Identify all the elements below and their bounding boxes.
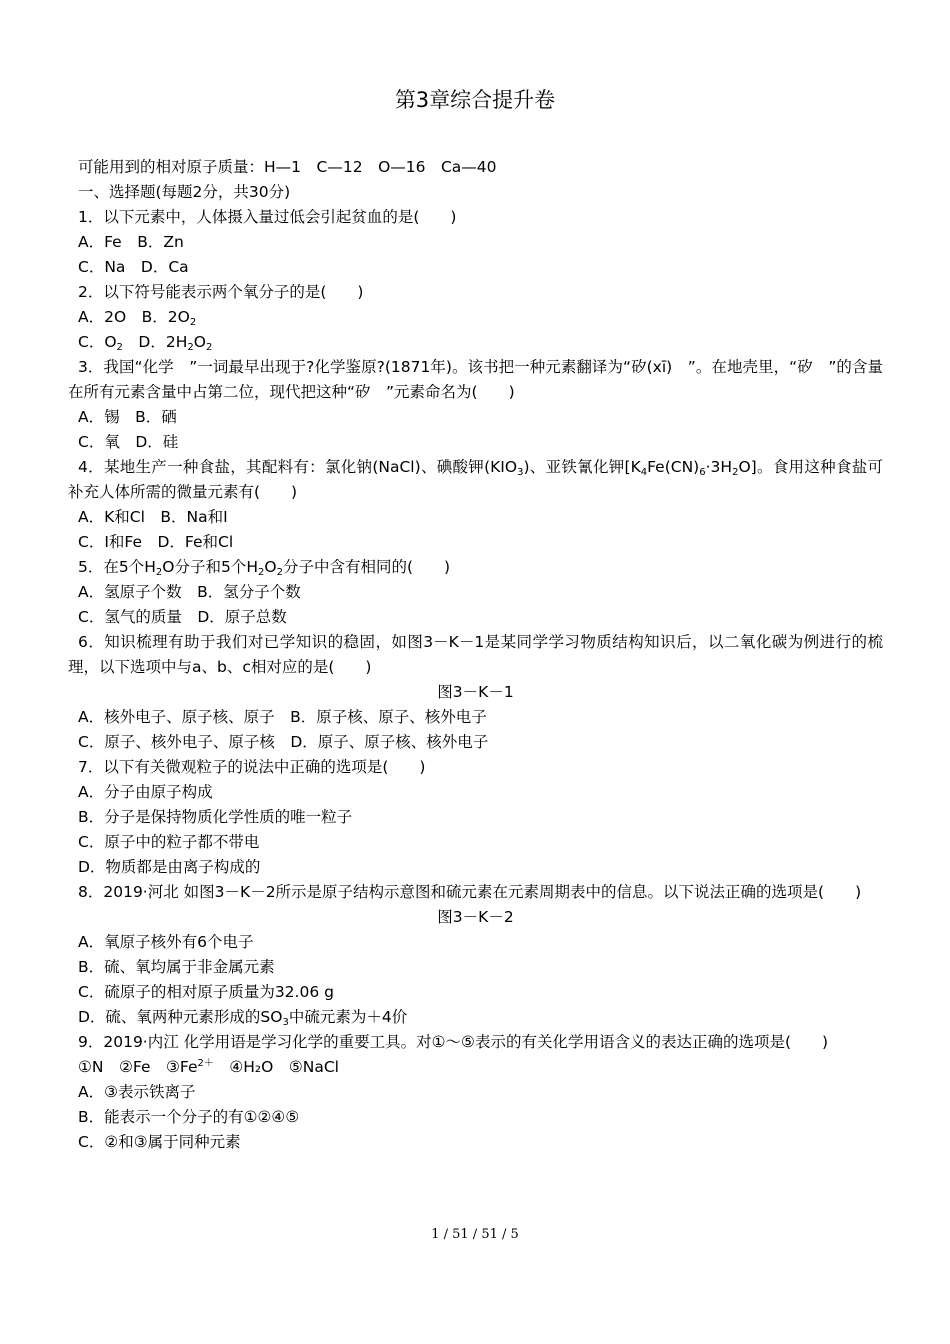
subscript: 2 [187,342,194,353]
page-title: 第3章综合提升卷 [394,88,556,112]
q7-option-b: B．分子是保持物质化学性质的唯一粒子 [78,808,353,826]
subscript: 2 [732,467,739,478]
subscript: 2 [155,567,163,578]
q2-option-c: C．O [78,333,117,351]
q1-options-ab: A．Fe B．Zn [78,233,184,251]
q8-option-d [68,1005,883,1030]
question-8: 8．2019·河北 如图3－K－2所示是原子结构示意图和硫元素在元素周期表中的信息。以下说法正确的选项是( ) [78,883,862,901]
q2-option-d-end: O [193,333,206,351]
page-number: 1 / 51 / 51 / 5 [431,1227,519,1242]
section-heading: 一、选择题(每题2分，共30分) [78,183,291,201]
question-1: 1．以下元素中，人体摄入量过低会引起贫血的是( ) [78,208,457,226]
question-7: 7．以下有关微观粒子的说法中正确的选项是( ) [78,758,426,776]
q5-text-3: O [264,558,277,576]
q4-text-2: )、亚铁氰化钾[K [523,458,641,476]
q2-options-ab [68,305,883,330]
q5-options-ab: A．氢原子个数 B．氢分子个数 [78,583,301,601]
subscript: 2 [116,342,123,353]
q5-text-2: O分子和5个H [162,558,258,576]
q9-option-c: C．②和③属于同种元素 [78,1133,241,1151]
q7-option-a: A．分子由原子构成 [78,783,213,801]
atomic-masses: 可能用到的相对原子质量：H—1 C—12 O—16 Ca—40 [78,158,497,176]
subscript: 3 [282,1017,289,1028]
q4-text-3: Fe(CN) [647,458,700,476]
q8-option-d-end: 中硫元素为＋4价 [288,1008,408,1026]
q5-options-cd: C．氢气的质量 D．原子总数 [78,608,287,626]
q3-options-cd: C．氧 D．硅 [78,433,179,451]
q2-options-ab-text: A．2O B．2O [78,308,190,326]
question-6: 6．知识梳理有助于我们对已学知识的稳固，如图3－K－1是某同学学习物质结构知识后，以二氧化碳为例进行的梳理，以下选项中与a、b、c相对应的是( ) [68,633,883,676]
q8-option-c: C．硫原子的相对原子质量为32.06 g [78,983,334,1001]
figure-caption-3-k-2: 图3－K－2 [437,908,514,926]
q7-option-d: D．物质都是由离子构成的 [78,858,261,876]
q2-option-d: D．2H [122,333,188,351]
question-4 [68,455,883,505]
subscript: 2 [257,567,265,578]
subscript: 6 [699,467,706,478]
q9-items [68,1055,883,1080]
question-5 [68,555,883,580]
exam-body [68,155,883,1155]
q9-option-b: B．能表示一个分子的有①②④⑤ [78,1108,300,1126]
q6-options-ab: A．核外电子、原子核、原子 B．原子核、原子、核外电子 [78,708,487,726]
question-3: 3．我国“化学 ”一词最早出现于?化学鉴原?(1871年)。该书把一种元素翻译为“矽(xī) ”。在地壳里，“矽 ”的含量在所有元素含量中占第二位，现代把这种“矽 ”元素命名为( ) [68,358,883,401]
figure-caption-3-k-1: 图3－K－1 [437,683,514,701]
superscript: 2＋ [197,1058,214,1069]
q6-options-cd: C．原子、核外电子、原子核 D．原子、原子核、核外电子 [78,733,489,751]
q8-option-a: A．氧原子核外有6个电子 [78,933,254,951]
q4-text-5: O]。食用这种食盐可补充人体所需的微量元素有( ) [68,458,883,501]
q5-text-4: 分子中含有相同的( ) [282,558,451,576]
q4-text-4: ·3H [705,458,733,476]
subscript: 2 [205,342,213,353]
q5-text-1: 5．在5个H [78,558,156,576]
q2-options-cd [68,330,883,355]
question-2: 2．以下符号能表示两个氧分子的是( ) [78,283,364,301]
subscript: 2 [189,317,197,328]
question-9: 9．2019·内江 化学用语是学习化学的重要工具。对①～⑤表示的有关化学用语含义的表达正确的选项是( ) [78,1033,829,1051]
q1-options-cd: C．Na D．Ca [78,258,189,276]
q9-items-text: ①N ②Fe ③Fe [78,1058,198,1076]
q9-option-a: A．③表示铁离子 [78,1083,196,1101]
q4-options-ab: A．K和Cl B．Na和I [78,508,228,526]
q4-text-1: 4．某地生产一种食盐，其配料有：氯化钠(NaCl)、碘酸钾(KIO [78,458,518,476]
subscript: 2 [276,567,283,578]
q9-items-end: ④H₂O ⑤NaCl [213,1058,339,1076]
q3-options-ab: A．锡 B．硒 [78,408,177,426]
subscript: 4 [640,467,648,478]
q4-options-cd: C．I和Fe D．Fe和Cl [78,533,234,551]
q8-option-b: B．硫、氧均属于非金属元素 [78,958,275,976]
q8-option-d-text: D．硫、氧两种元素形成的SO [78,1008,283,1026]
q7-option-c: C．原子中的粒子都不带电 [78,833,260,851]
subscript: 3 [517,467,524,478]
